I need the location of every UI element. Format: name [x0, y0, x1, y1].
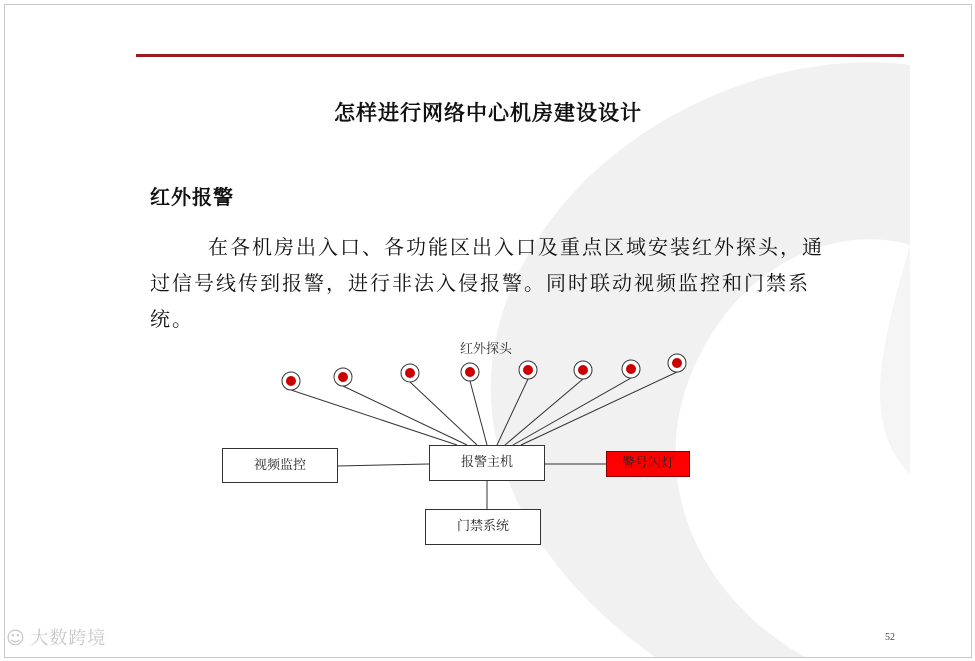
video-surveillance-box — [222, 448, 338, 483]
slide-title: 怎样进行网络中心机房建设设计 — [334, 100, 642, 125]
sensor-link-line — [410, 382, 477, 445]
sensor-dot — [578, 365, 588, 375]
alarm-host-box — [429, 445, 545, 481]
video-surveillance-label: 视频监控 — [253, 458, 306, 473]
alarm-strobe-box — [606, 451, 690, 477]
sensor-dot — [286, 376, 296, 386]
sensor-link-line — [291, 390, 457, 445]
alarm-host-label: 报警主机 — [460, 455, 513, 470]
sensor-dot — [523, 365, 533, 375]
sensor-link-line — [343, 386, 467, 445]
sensor-dot — [672, 358, 682, 368]
sensor-dot — [626, 364, 636, 374]
alarm-diagram — [5, 5, 971, 657]
paragraph-text: 在各机房出入口、各功能区出入口及重点区域安装红外探头，通过信号线传到报警，进行非法入侵报警。同时联动视频监控和门禁系统。 — [150, 235, 824, 331]
sensor-dot — [465, 367, 475, 377]
sensor-link-line — [521, 372, 677, 445]
sensor-dot — [338, 372, 348, 382]
watermark: ☺ 大数跨境 — [6, 628, 107, 649]
section-heading: 红外报警 — [150, 185, 234, 209]
access-control-label: 门禁系统 — [456, 519, 509, 534]
access-control-box — [425, 509, 541, 545]
box-connector-line — [338, 464, 429, 466]
sensor-link-line — [497, 379, 528, 445]
alarm-strobe-label: 警号闪灯 — [621, 456, 674, 471]
page-number: 52 — [885, 632, 895, 643]
sensor-link-line — [470, 381, 487, 445]
sensor-label: 红外探头 — [460, 342, 513, 357]
connection-lines — [291, 372, 677, 509]
slide — [4, 4, 972, 658]
watermark-text: 大数跨境 — [30, 628, 107, 649]
sensor-dot — [405, 368, 415, 378]
sensor-group — [282, 354, 686, 390]
